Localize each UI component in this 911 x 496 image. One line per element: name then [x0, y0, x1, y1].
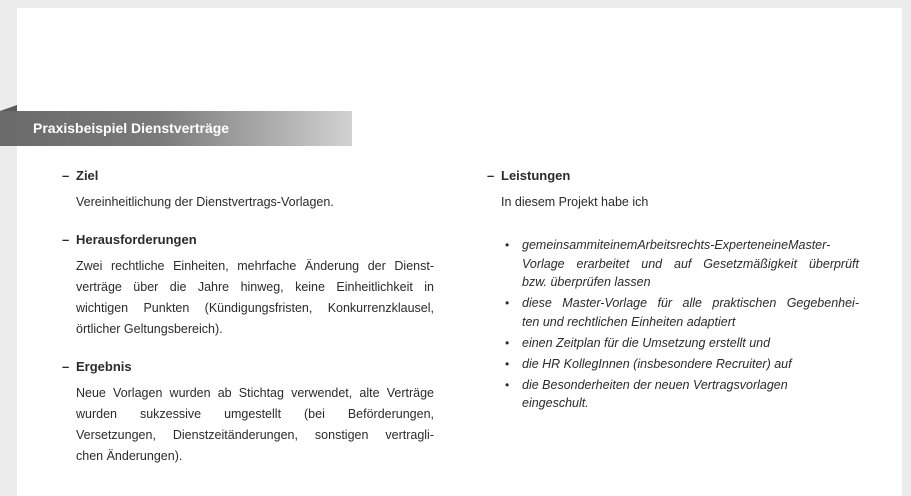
list-item: • diese Master-Vorlage für alle praktischen Gegebenhei- ten und rechtlichen Einheiten adaptiert — [505, 296, 859, 329]
list-item: • die Besonderheiten der neuen Vertragsvorlagen eingeschult. — [505, 377, 788, 410]
body-line: wurden sukzessive umgestellt (bei Beförderungen, — [76, 407, 434, 421]
body-line: wichtigen Punkten (Kündigungsfristen, Konkurrenzklausel, — [76, 301, 434, 315]
section-heading: – Herausforderungen — [62, 232, 197, 247]
banner-title: Praxisbeispiel Dienstverträge — [33, 120, 230, 136]
bullet-marker: • — [505, 356, 510, 371]
body-line: Vereinheitlichung der Dienstvertrags-Vorlagen. — [76, 195, 334, 209]
intro-line: In diesem Projekt habe ich — [501, 195, 649, 209]
section-body — [76, 383, 434, 467]
left-column — [62, 167, 434, 485]
body-line: verträge über die Jahre hinweg, keine Einheitlichkeit in — [76, 280, 434, 294]
section-intro — [501, 192, 859, 213]
body-line: chen Änderungen). — [76, 449, 183, 463]
bullet-list — [501, 236, 859, 413]
list-item: • einen Zeitplan für die Umsetzung erstellt und — [501, 334, 859, 353]
bullet-marker: • — [505, 335, 510, 350]
section-ziel — [62, 167, 434, 213]
section-body — [76, 192, 434, 213]
dash-marker: – — [487, 168, 495, 183]
section-banner — [0, 111, 352, 146]
body-line: Versetzungen, Dienstzeitänderungen, sonstigen vertragli- — [76, 428, 434, 442]
section-body — [76, 256, 434, 340]
section-leistungen — [487, 167, 859, 413]
dash-marker: – — [62, 168, 70, 183]
section-heading: – Ziel — [62, 168, 99, 183]
body-line: Zwei rechtliche Einheiten, mehrfache Änderung der Dienst- — [76, 259, 434, 273]
dash-marker: – — [62, 359, 70, 374]
dash-marker: – — [62, 232, 70, 247]
body-line: örtlicher Geltungsbereich). — [76, 322, 223, 336]
list-item: • gemeinsammiteinemArbeitsrechts-ExperteneineMaster- Vorlage erarbeitet und auf Gesetzmäßigkeit überprüft bzw. überprüfen lassen — [505, 238, 859, 289]
body-line: Neue Vorlagen wurden ab Stichtag verwendet, alte Verträge — [76, 386, 434, 400]
section-herausforderungen — [62, 231, 434, 340]
section-ergebnis — [62, 358, 434, 467]
bullet-marker: • — [505, 377, 510, 392]
section-heading: – Ergebnis — [62, 359, 132, 374]
section-heading: – Leistungen — [487, 168, 571, 183]
list-item: • die HR KollegInnen (insbesondere Recruiter) auf — [501, 355, 859, 374]
right-column — [487, 167, 859, 431]
bullet-marker: • — [505, 238, 510, 252]
bullet-marker: • — [505, 296, 510, 310]
